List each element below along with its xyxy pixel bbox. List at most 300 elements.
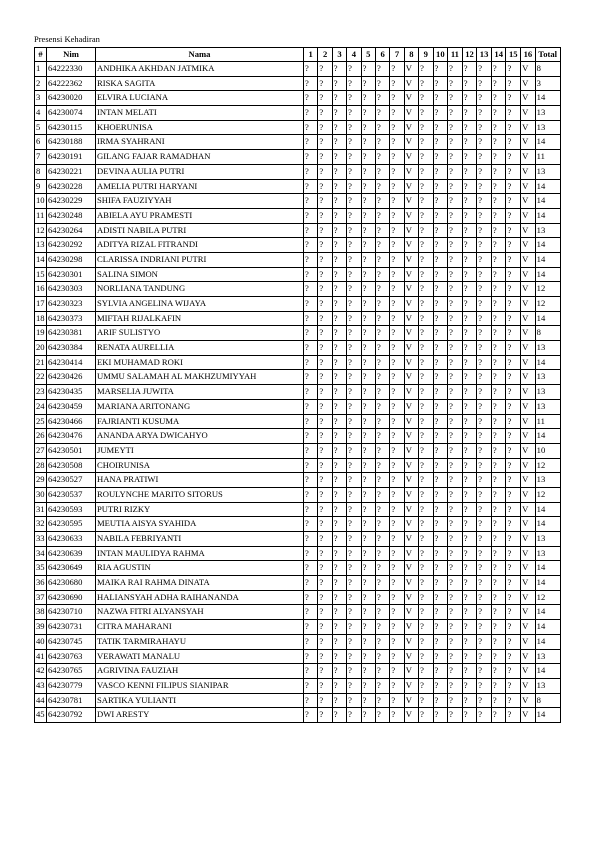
attendance-mark-cell: ?: [318, 194, 332, 209]
name-cell: FAJRIANTI KUSUMA: [96, 414, 304, 429]
attendance-mark-cell: ?: [477, 223, 492, 238]
attendance-mark-cell: ?: [433, 546, 448, 561]
attendance-mark-cell: ?: [477, 532, 492, 547]
attendance-mark-cell: ?: [491, 106, 506, 121]
attendance-mark-cell: ?: [506, 120, 521, 135]
attendance-mark-cell: ?: [390, 443, 404, 458]
attendance-mark-cell: ?: [448, 590, 463, 605]
attendance-mark-cell: ?: [304, 664, 318, 679]
attendance-mark-cell: ?: [361, 76, 375, 91]
attendance-mark-cell: ?: [462, 443, 477, 458]
table-row: [35, 252, 561, 267]
attendance-mark-cell: ?: [506, 385, 521, 400]
attendance-mark-cell: ?: [361, 664, 375, 679]
attendance-mark-cell: ?: [332, 414, 346, 429]
attendance-mark-cell: ?: [419, 150, 433, 165]
attendance-mark-cell: V: [521, 443, 536, 458]
attendance-mark-cell: V: [404, 208, 418, 223]
attendance-mark-cell: ?: [332, 561, 346, 576]
attendance-mark-cell: V: [404, 370, 418, 385]
attendance-mark-cell: ?: [390, 91, 404, 106]
attendance-mark-cell: ?: [462, 297, 477, 312]
table-row: [35, 150, 561, 165]
attendance-mark-cell: ?: [332, 120, 346, 135]
attendance-mark-cell: ?: [448, 267, 463, 282]
attendance-mark-cell: ?: [506, 297, 521, 312]
row-number-cell: 38: [35, 605, 47, 620]
attendance-mark-cell: V: [404, 150, 418, 165]
attendance-mark-cell: ?: [462, 106, 477, 121]
table-row: [35, 620, 561, 635]
attendance-mark-cell: ?: [304, 164, 318, 179]
attendance-mark-cell: ?: [419, 164, 433, 179]
table-row: [35, 532, 561, 547]
total-cell: 14: [535, 517, 560, 532]
attendance-mark-cell: V: [521, 634, 536, 649]
attendance-mark-cell: ?: [332, 678, 346, 693]
attendance-mark-cell: ?: [433, 487, 448, 502]
attendance-mark-cell: ?: [375, 590, 389, 605]
attendance-mark-cell: ?: [318, 341, 332, 356]
attendance-mark-cell: V: [521, 120, 536, 135]
table-row: [35, 62, 561, 77]
row-number-cell: 13: [35, 238, 47, 253]
attendance-mark-cell: ?: [477, 517, 492, 532]
attendance-mark-cell: ?: [318, 517, 332, 532]
name-cell: ROULYNCHE MARITO SITORUS: [96, 487, 304, 502]
table-row: [35, 223, 561, 238]
name-cell: SYLVIA ANGELINA WIJAYA: [96, 297, 304, 312]
nim-cell: 64230229: [47, 194, 96, 209]
attendance-mark-cell: ?: [462, 546, 477, 561]
attendance-mark-cell: ?: [462, 150, 477, 165]
attendance-mark-cell: ?: [506, 620, 521, 635]
attendance-mark-cell: ?: [332, 252, 346, 267]
name-cell: ABIELA AYU PRAMESTI: [96, 208, 304, 223]
attendance-mark-cell: ?: [375, 576, 389, 591]
attendance-mark-cell: ?: [318, 252, 332, 267]
attendance-mark-cell: ?: [477, 561, 492, 576]
attendance-mark-cell: ?: [318, 399, 332, 414]
attendance-mark-cell: ?: [419, 223, 433, 238]
attendance-mark-cell: V: [521, 194, 536, 209]
attendance-mark-cell: ?: [419, 429, 433, 444]
attendance-mark-cell: ?: [477, 620, 492, 635]
attendance-mark-cell: V: [404, 576, 418, 591]
attendance-mark-cell: ?: [433, 135, 448, 150]
attendance-mark-cell: ?: [433, 708, 448, 723]
attendance-mark-cell: ?: [390, 458, 404, 473]
attendance-mark-cell: ?: [433, 634, 448, 649]
attendance-mark-cell: V: [521, 590, 536, 605]
attendance-mark-cell: ?: [506, 590, 521, 605]
attendance-mark-cell: ?: [419, 532, 433, 547]
total-cell: 14: [535, 194, 560, 209]
name-cell: RIA AGUSTIN: [96, 561, 304, 576]
attendance-mark-cell: ?: [506, 678, 521, 693]
attendance-mark-cell: ?: [375, 179, 389, 194]
attendance-mark-cell: ?: [433, 238, 448, 253]
name-cell: NAZWA FITRI ALYANSYAH: [96, 605, 304, 620]
attendance-mark-cell: ?: [332, 76, 346, 91]
attendance-mark-cell: ?: [304, 311, 318, 326]
attendance-mark-cell: ?: [462, 208, 477, 223]
attendance-mark-cell: ?: [332, 546, 346, 561]
row-number-cell: 22: [35, 370, 47, 385]
attendance-mark-cell: ?: [332, 708, 346, 723]
table-row: [35, 385, 561, 400]
column-header: Total: [535, 48, 560, 62]
attendance-mark-cell: V: [404, 106, 418, 121]
attendance-mark-cell: ?: [390, 150, 404, 165]
name-cell: ARIF SULISTYO: [96, 326, 304, 341]
attendance-mark-cell: ?: [506, 326, 521, 341]
attendance-mark-cell: ?: [419, 634, 433, 649]
attendance-mark-cell: ?: [419, 473, 433, 488]
attendance-mark-cell: ?: [361, 341, 375, 356]
name-cell: NORLIANA TANDUNG: [96, 282, 304, 297]
attendance-mark-cell: ?: [318, 664, 332, 679]
attendance-mark-cell: ?: [448, 678, 463, 693]
column-header: 7: [390, 48, 404, 62]
attendance-mark-cell: ?: [448, 605, 463, 620]
column-header: 1: [304, 48, 318, 62]
row-number-cell: 45: [35, 708, 47, 723]
nim-cell: 64230292: [47, 238, 96, 253]
name-cell: ELVIRA LUCIANA: [96, 91, 304, 106]
attendance-mark-cell: ?: [347, 355, 361, 370]
name-cell: KHOERUNISA: [96, 120, 304, 135]
attendance-mark-cell: ?: [361, 252, 375, 267]
attendance-mark-cell: ?: [448, 502, 463, 517]
attendance-mark-cell: V: [404, 414, 418, 429]
attendance-mark-cell: ?: [506, 634, 521, 649]
attendance-mark-cell: ?: [462, 194, 477, 209]
attendance-mark-cell: ?: [390, 62, 404, 77]
attendance-mark-cell: ?: [506, 164, 521, 179]
attendance-mark-cell: ?: [477, 179, 492, 194]
attendance-mark-cell: ?: [448, 576, 463, 591]
attendance-mark-cell: ?: [375, 546, 389, 561]
attendance-mark-cell: ?: [332, 91, 346, 106]
attendance-mark-cell: ?: [419, 590, 433, 605]
attendance-mark-cell: ?: [332, 238, 346, 253]
attendance-mark-cell: ?: [506, 311, 521, 326]
row-number-cell: 41: [35, 649, 47, 664]
attendance-mark-cell: ?: [491, 223, 506, 238]
attendance-mark-cell: ?: [361, 678, 375, 693]
attendance-mark-cell: V: [404, 223, 418, 238]
attendance-mark-cell: ?: [491, 546, 506, 561]
row-number-cell: 11: [35, 208, 47, 223]
attendance-mark-cell: ?: [361, 208, 375, 223]
attendance-mark-cell: ?: [347, 620, 361, 635]
table-row: [35, 458, 561, 473]
attendance-mark-cell: ?: [390, 135, 404, 150]
attendance-mark-cell: ?: [332, 693, 346, 708]
attendance-mark-cell: ?: [347, 590, 361, 605]
attendance-mark-cell: ?: [491, 179, 506, 194]
attendance-mark-cell: ?: [304, 708, 318, 723]
attendance-mark-cell: ?: [304, 532, 318, 547]
attendance-mark-cell: ?: [347, 62, 361, 77]
attendance-mark-cell: ?: [462, 385, 477, 400]
attendance-mark-cell: V: [521, 238, 536, 253]
attendance-mark-cell: ?: [347, 120, 361, 135]
attendance-mark-cell: ?: [448, 164, 463, 179]
attendance-mark-cell: ?: [462, 120, 477, 135]
attendance-mark-cell: ?: [304, 546, 318, 561]
column-header: #: [35, 48, 47, 62]
attendance-mark-cell: ?: [347, 414, 361, 429]
attendance-mark-cell: ?: [462, 664, 477, 679]
name-cell: IRMA SYAHRANI: [96, 135, 304, 150]
attendance-mark-cell: V: [404, 267, 418, 282]
row-number-cell: 35: [35, 561, 47, 576]
attendance-mark-cell: ?: [419, 267, 433, 282]
attendance-mark-cell: V: [521, 164, 536, 179]
attendance-mark-cell: V: [404, 282, 418, 297]
attendance-mark-cell: ?: [375, 385, 389, 400]
attendance-mark-cell: ?: [375, 443, 389, 458]
attendance-mark-cell: ?: [491, 414, 506, 429]
name-cell: MARSELIA JUWITA: [96, 385, 304, 400]
attendance-mark-cell: ?: [390, 252, 404, 267]
total-cell: 12: [535, 487, 560, 502]
attendance-mark-cell: ?: [462, 414, 477, 429]
attendance-mark-cell: ?: [433, 517, 448, 532]
attendance-mark-cell: ?: [318, 502, 332, 517]
attendance-mark-cell: ?: [506, 649, 521, 664]
attendance-mark-cell: ?: [304, 106, 318, 121]
attendance-mark-cell: ?: [390, 487, 404, 502]
attendance-mark-cell: ?: [361, 385, 375, 400]
attendance-mark-cell: ?: [491, 487, 506, 502]
attendance-mark-cell: ?: [332, 150, 346, 165]
attendance-mark-cell: ?: [491, 634, 506, 649]
nim-cell: 64230779: [47, 678, 96, 693]
attendance-mark-cell: ?: [361, 326, 375, 341]
attendance-mark-cell: ?: [390, 502, 404, 517]
attendance-mark-cell: ?: [477, 487, 492, 502]
attendance-mark-cell: V: [404, 355, 418, 370]
nim-cell: 64230731: [47, 620, 96, 635]
attendance-mark-cell: ?: [347, 179, 361, 194]
attendance-mark-cell: ?: [375, 649, 389, 664]
attendance-mark-cell: ?: [433, 429, 448, 444]
attendance-mark-cell: ?: [419, 649, 433, 664]
attendance-mark-cell: ?: [361, 194, 375, 209]
attendance-mark-cell: ?: [390, 370, 404, 385]
table-row: [35, 487, 561, 502]
nim-cell: 64230792: [47, 708, 96, 723]
name-cell: EKI MUHAMAD ROKI: [96, 355, 304, 370]
attendance-mark-cell: ?: [419, 693, 433, 708]
attendance-mark-cell: ?: [491, 326, 506, 341]
attendance-mark-cell: ?: [304, 443, 318, 458]
row-number-cell: 1: [35, 62, 47, 77]
attendance-mark-cell: ?: [332, 194, 346, 209]
attendance-mark-cell: ?: [361, 370, 375, 385]
attendance-mark-cell: ?: [390, 473, 404, 488]
attendance-mark-cell: ?: [477, 502, 492, 517]
name-cell: ANANDA ARYA DWICAHYO: [96, 429, 304, 444]
attendance-mark-cell: V: [521, 502, 536, 517]
attendance-mark-cell: ?: [304, 297, 318, 312]
nim-cell: 64230228: [47, 179, 96, 194]
attendance-mark-cell: ?: [506, 194, 521, 209]
attendance-mark-cell: V: [404, 252, 418, 267]
attendance-mark-cell: ?: [361, 223, 375, 238]
attendance-mark-cell: ?: [318, 561, 332, 576]
table-row: [35, 164, 561, 179]
attendance-mark-cell: V: [404, 502, 418, 517]
attendance-mark-cell: ?: [332, 311, 346, 326]
attendance-mark-cell: ?: [361, 620, 375, 635]
attendance-mark-cell: ?: [347, 385, 361, 400]
attendance-mark-cell: ?: [318, 326, 332, 341]
total-cell: 14: [535, 179, 560, 194]
attendance-mark-cell: ?: [419, 120, 433, 135]
attendance-mark-cell: ?: [332, 487, 346, 502]
attendance-mark-cell: ?: [506, 708, 521, 723]
attendance-mark-cell: ?: [448, 238, 463, 253]
row-number-cell: 21: [35, 355, 47, 370]
attendance-mark-cell: V: [521, 605, 536, 620]
attendance-mark-cell: ?: [347, 429, 361, 444]
attendance-mark-cell: ?: [491, 91, 506, 106]
column-header: 13: [477, 48, 492, 62]
attendance-mark-cell: ?: [433, 576, 448, 591]
attendance-mark-cell: ?: [304, 135, 318, 150]
attendance-mark-cell: ?: [433, 399, 448, 414]
table-row: [35, 546, 561, 561]
attendance-mark-cell: ?: [304, 590, 318, 605]
attendance-mark-cell: ?: [448, 370, 463, 385]
table-row: [35, 341, 561, 356]
attendance-mark-cell: ?: [433, 370, 448, 385]
attendance-mark-cell: ?: [318, 634, 332, 649]
total-cell: 13: [535, 385, 560, 400]
table-body: [35, 62, 561, 723]
total-cell: 8: [535, 693, 560, 708]
attendance-mark-cell: ?: [332, 106, 346, 121]
attendance-mark-cell: ?: [506, 76, 521, 91]
attendance-mark-cell: ?: [375, 62, 389, 77]
attendance-mark-cell: ?: [375, 532, 389, 547]
table-row: [35, 76, 561, 91]
attendance-mark-cell: ?: [477, 355, 492, 370]
total-cell: 14: [535, 135, 560, 150]
attendance-mark-cell: V: [521, 297, 536, 312]
attendance-mark-cell: ?: [419, 708, 433, 723]
attendance-mark-cell: ?: [318, 120, 332, 135]
attendance-mark-cell: ?: [506, 414, 521, 429]
attendance-mark-cell: ?: [318, 458, 332, 473]
attendance-mark-cell: ?: [491, 708, 506, 723]
attendance-mark-cell: ?: [347, 517, 361, 532]
attendance-mark-cell: ?: [304, 414, 318, 429]
attendance-mark-cell: ?: [491, 311, 506, 326]
name-cell: GILANG FAJAR RAMADHAN: [96, 150, 304, 165]
attendance-mark-cell: V: [404, 605, 418, 620]
attendance-mark-cell: ?: [506, 532, 521, 547]
attendance-mark-cell: ?: [361, 267, 375, 282]
attendance-mark-cell: ?: [390, 678, 404, 693]
name-cell: DEVINA AULIA PUTRI: [96, 164, 304, 179]
attendance-mark-cell: ?: [390, 355, 404, 370]
attendance-mark-cell: ?: [304, 517, 318, 532]
attendance-mark-cell: ?: [477, 693, 492, 708]
attendance-mark-cell: ?: [433, 605, 448, 620]
attendance-mark-cell: ?: [361, 150, 375, 165]
attendance-mark-cell: ?: [433, 414, 448, 429]
attendance-mark-cell: ?: [419, 326, 433, 341]
attendance-mark-cell: V: [404, 693, 418, 708]
attendance-mark-cell: ?: [462, 238, 477, 253]
attendance-mark-cell: ?: [433, 678, 448, 693]
table-row: [35, 708, 561, 723]
attendance-mark-cell: ?: [491, 62, 506, 77]
attendance-mark-cell: ?: [332, 326, 346, 341]
attendance-mark-cell: ?: [491, 458, 506, 473]
attendance-mark-cell: ?: [347, 399, 361, 414]
attendance-mark-cell: ?: [448, 282, 463, 297]
attendance-mark-cell: ?: [506, 458, 521, 473]
attendance-mark-cell: V: [521, 76, 536, 91]
total-cell: 13: [535, 164, 560, 179]
attendance-mark-cell: ?: [448, 399, 463, 414]
attendance-mark-cell: ?: [332, 370, 346, 385]
attendance-mark-cell: ?: [419, 517, 433, 532]
attendance-mark-cell: ?: [506, 62, 521, 77]
attendance-mark-cell: ?: [448, 76, 463, 91]
total-cell: 14: [535, 576, 560, 591]
attendance-mark-cell: ?: [462, 135, 477, 150]
attendance-mark-cell: ?: [332, 297, 346, 312]
table-row: [35, 194, 561, 209]
attendance-mark-cell: ?: [390, 649, 404, 664]
attendance-mark-cell: ?: [419, 414, 433, 429]
attendance-mark-cell: ?: [477, 708, 492, 723]
attendance-mark-cell: ?: [304, 208, 318, 223]
attendance-mark-cell: ?: [433, 120, 448, 135]
total-cell: 14: [535, 208, 560, 223]
attendance-mark-cell: ?: [477, 429, 492, 444]
attendance-mark-cell: ?: [462, 561, 477, 576]
attendance-mark-cell: ?: [361, 120, 375, 135]
attendance-mark-cell: ?: [390, 399, 404, 414]
attendance-mark-cell: ?: [506, 341, 521, 356]
attendance-mark-cell: ?: [390, 546, 404, 561]
attendance-mark-cell: V: [404, 326, 418, 341]
attendance-mark-cell: ?: [506, 443, 521, 458]
attendance-mark-cell: ?: [448, 546, 463, 561]
attendance-mark-cell: ?: [448, 385, 463, 400]
attendance-mark-cell: ?: [448, 649, 463, 664]
attendance-mark-cell: ?: [304, 605, 318, 620]
attendance-mark-cell: V: [404, 620, 418, 635]
attendance-mark-cell: ?: [477, 267, 492, 282]
attendance-mark-cell: ?: [419, 62, 433, 77]
attendance-mark-cell: ?: [347, 326, 361, 341]
table-row: [35, 605, 561, 620]
attendance-mark-cell: ?: [318, 370, 332, 385]
attendance-mark-cell: ?: [419, 370, 433, 385]
attendance-mark-cell: ?: [304, 282, 318, 297]
attendance-mark-cell: ?: [433, 620, 448, 635]
attendance-mark-cell: ?: [361, 443, 375, 458]
